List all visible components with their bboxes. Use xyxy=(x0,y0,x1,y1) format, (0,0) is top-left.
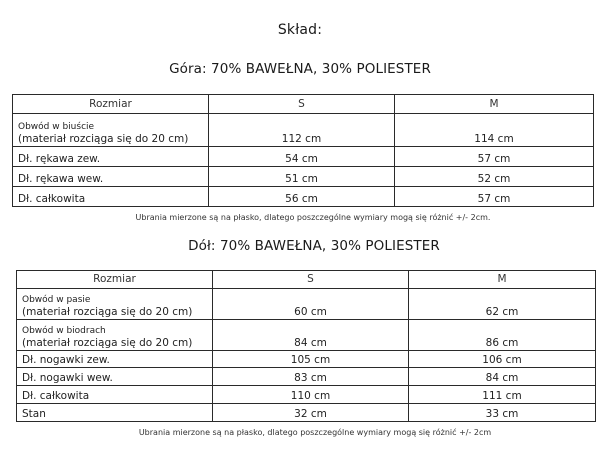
value-s: 112 cm xyxy=(209,114,395,147)
row-label: Dł. rękawa wew. xyxy=(13,167,209,187)
header-size-m: M xyxy=(409,271,596,289)
table-row xyxy=(17,320,596,351)
table-row xyxy=(17,368,596,386)
value-m: 111 cm xyxy=(409,386,596,404)
row-label: Stan xyxy=(17,404,213,422)
value-s: 51 cm xyxy=(209,167,395,187)
table-row xyxy=(13,114,594,147)
measurement-note: Ubrania mierzone są na płasko, dlatego poszczególne wymiary mogą się różnić +/- 2cm xyxy=(138,428,492,437)
value-m: 33 cm xyxy=(409,404,596,422)
value-m: 106 cm xyxy=(409,351,596,368)
value-m: 86 cm xyxy=(409,320,596,351)
top-size-table xyxy=(12,94,594,207)
row-label-main: Obwód w pasie xyxy=(22,295,91,305)
value-s: 32 cm xyxy=(213,404,409,422)
table-row xyxy=(17,386,596,404)
table-row xyxy=(13,167,594,187)
header-size-label: Rozmiar xyxy=(17,271,213,289)
table-row xyxy=(13,147,594,167)
row-label-main: Obwód w biodrach xyxy=(22,326,106,336)
value-s: 54 cm xyxy=(209,147,395,167)
row-label: Dł. nogawki zew. xyxy=(17,351,213,368)
header-size-label: Rozmiar xyxy=(13,95,209,114)
value-m: 52 cm xyxy=(395,167,594,187)
table-row xyxy=(17,404,596,422)
row-label: Dł. rękawa zew. xyxy=(13,147,209,167)
value-s: 84 cm xyxy=(213,320,409,351)
value-m: 84 cm xyxy=(409,368,596,386)
value-m: 57 cm xyxy=(395,147,594,167)
value-s: 60 cm xyxy=(213,289,409,320)
value-s: 56 cm xyxy=(209,187,395,207)
value-s: 83 cm xyxy=(213,368,409,386)
table-header-row xyxy=(13,95,594,114)
row-label: Dł. nogawki wew. xyxy=(17,368,213,386)
row-label xyxy=(13,114,209,147)
bottom-composition-heading: Dół: 70% BAWEŁNA, 30% POLIESTER xyxy=(188,238,440,254)
row-label: Dł. całkowita xyxy=(17,386,213,404)
row-label xyxy=(17,289,213,320)
bottom-size-table xyxy=(16,270,596,422)
value-m: 57 cm xyxy=(395,187,594,207)
page-title: Skład: xyxy=(277,22,323,38)
top-composition-heading: Góra: 70% BAWEŁNA, 30% POLIESTER xyxy=(169,61,431,77)
row-label-main: Obwód w biuście xyxy=(18,122,95,132)
table-row xyxy=(13,187,594,207)
header-size-s: S xyxy=(213,271,409,289)
table-row xyxy=(17,289,596,320)
table-header-row xyxy=(17,271,596,289)
row-label-note: (materiał rozciąga się do 20 cm) xyxy=(22,306,193,318)
measurement-note: Ubrania mierzone są na płasko, dlatego poszczególne wymiary mogą się różnić +/- 2cm. xyxy=(135,213,491,222)
value-s: 105 cm xyxy=(213,351,409,368)
row-label xyxy=(17,320,213,351)
value-m: 114 cm xyxy=(395,114,594,147)
value-s: 110 cm xyxy=(213,386,409,404)
table-row xyxy=(17,351,596,368)
row-label-note: (materiał rozciąga się do 20 cm) xyxy=(18,133,189,145)
value-m: 62 cm xyxy=(409,289,596,320)
header-size-m: M xyxy=(395,95,594,114)
row-label: Dł. całkowita xyxy=(13,187,209,207)
header-size-s: S xyxy=(209,95,395,114)
row-label-note: (materiał rozciąga się do 20 cm) xyxy=(22,337,193,349)
